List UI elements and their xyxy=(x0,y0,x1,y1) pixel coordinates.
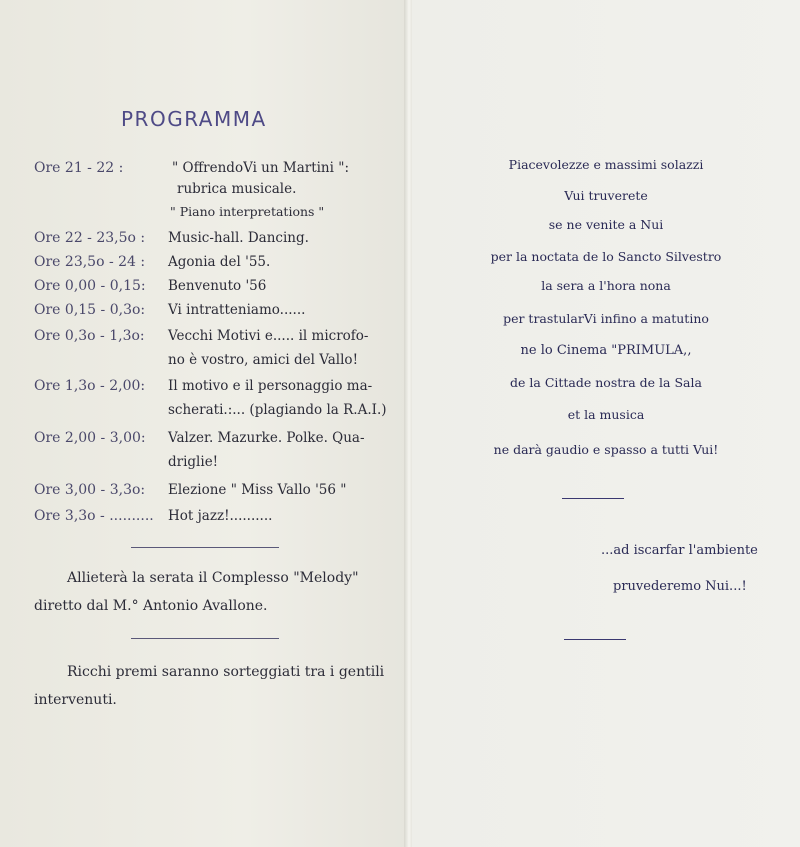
divider xyxy=(131,638,279,639)
verse-line: et la musica xyxy=(567,407,645,422)
schedule-desc: Music-hall. Dancing. xyxy=(168,230,309,246)
schedule-time: Ore 21 - 22 : xyxy=(34,160,124,176)
schedule-desc: Vi intratteniamo...... xyxy=(168,302,306,318)
premi-line-1: Ricchi premi saranno sorteggiati tra i gentili xyxy=(67,664,385,680)
divider xyxy=(564,639,626,640)
program-title: PROGRAMMA xyxy=(121,107,267,131)
verse-line: per la noctata de lo Sancto Silvestro xyxy=(490,249,722,264)
premi-line-2: intervenuti. xyxy=(34,692,117,708)
verse-line: se ne venite a Nui xyxy=(548,217,664,232)
schedule-desc: rubrica musicale. xyxy=(177,181,297,197)
schedule-desc: Hot jazz!.......... xyxy=(168,508,273,524)
verse-line-cinema: ne lo Cinema "PRIMULA,, xyxy=(520,343,692,358)
schedule-desc: Vecchi Motivi e..... il microfo- xyxy=(168,328,369,344)
schedule-desc: driglie! xyxy=(168,454,219,470)
verse-line: la sera a l'hora nona xyxy=(541,278,671,293)
verse-line: de la Cittade nostra de la Sala xyxy=(510,375,702,390)
schedule-time: Ore 3,00 - 3,3o: xyxy=(34,482,146,498)
schedule-time: Ore 0,00 - 0,15: xyxy=(34,278,146,294)
divider xyxy=(131,547,279,548)
schedule-time: Ore 2,00 - 3,00: xyxy=(34,430,146,446)
schedule-desc: Benvenuto '56 xyxy=(168,278,267,294)
verse-line: Piacevolezze e massimi solazzi xyxy=(508,157,704,172)
schedule-time: Ore 23,5o - 24 : xyxy=(34,254,146,270)
schedule-desc: scherati.:... (plagiando la R.A.I.) xyxy=(168,402,387,418)
schedule-desc: Elezione " Miss Vallo '56 " xyxy=(168,482,347,498)
right-page xyxy=(412,0,800,847)
schedule-desc: no è vostro, amici del Vallo! xyxy=(168,352,358,368)
complesso-line-2: diretto dal M.° Antonio Avallone. xyxy=(34,598,268,614)
schedule-time: Ore 3,3o - .......... xyxy=(34,508,154,524)
closing-line-1: ...ad iscarfar l'ambiente xyxy=(601,543,758,558)
schedule-desc: Agonia del '55. xyxy=(168,254,271,270)
schedule-time: Ore 0,3o - 1,3o: xyxy=(34,328,145,344)
verse-line: per trastularVi infino a matutino xyxy=(503,311,709,326)
schedule-desc: " OffrendoVi un Martini ": xyxy=(172,160,349,176)
complesso-line-1: Allieterà la serata il Complesso "Melody" xyxy=(67,570,359,586)
divider xyxy=(562,498,624,499)
closing-line-2: pruvederemo Nui...! xyxy=(613,579,747,594)
schedule-time: Ore 0,15 - 0,3o: xyxy=(34,302,146,318)
verse-line: ne darà gaudio e spasso a tutti Vui! xyxy=(493,442,719,457)
verse-line: Vui truverete xyxy=(564,188,648,203)
schedule-desc: Il motivo e il personaggio ma- xyxy=(168,378,373,394)
schedule-desc: Valzer. Mazurke. Polke. Qua- xyxy=(168,430,365,446)
schedule-desc: " Piano interpretations " xyxy=(170,204,325,219)
schedule-time: Ore 22 - 23,5o : xyxy=(34,230,146,246)
schedule-time: Ore 1,3o - 2,00: xyxy=(34,378,146,394)
